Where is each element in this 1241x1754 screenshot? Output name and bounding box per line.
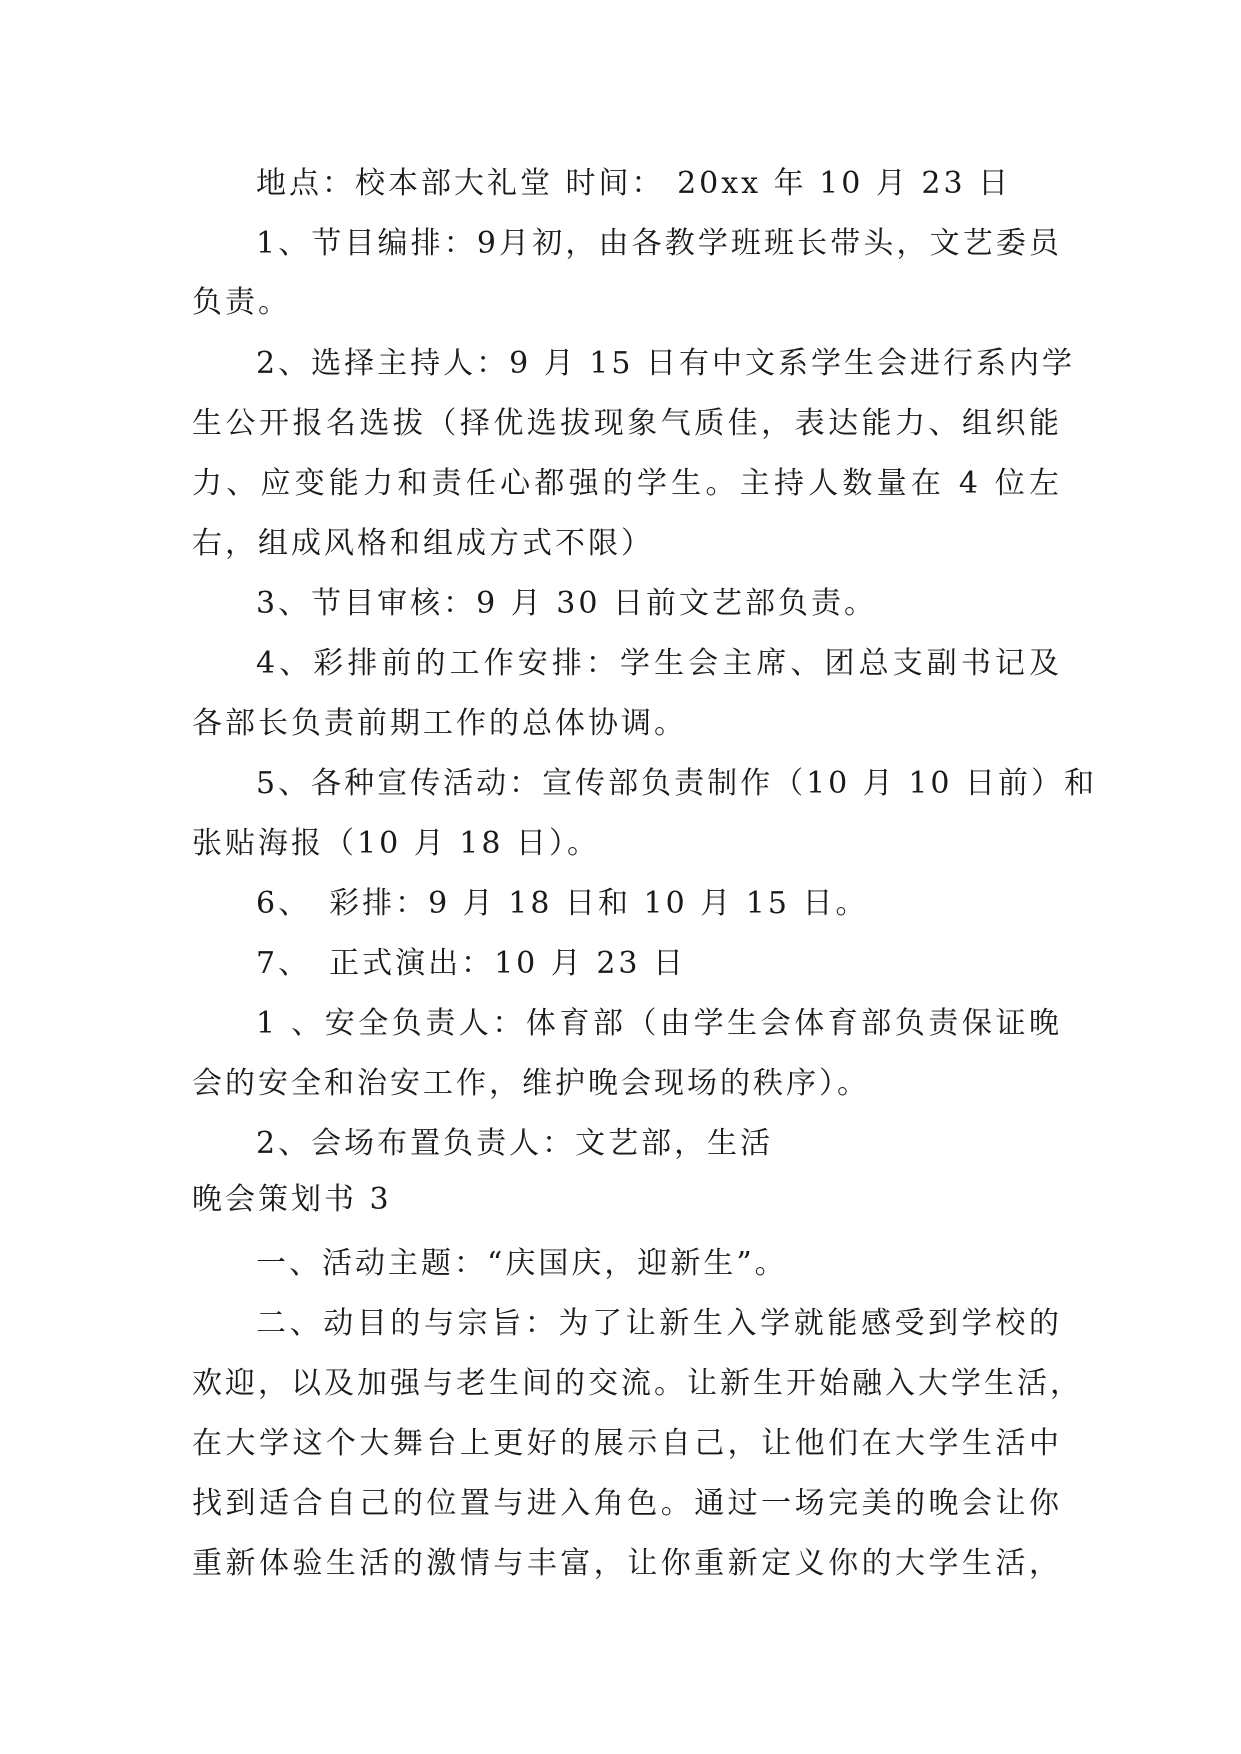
item-2-continuation-3: 右，组成风格和组成方式不限） [192, 526, 654, 561]
item-5-continuation: 张贴海报（10 月 18 日）。 [192, 826, 600, 861]
item-2-continuation-1: 生公开报名选拔（择优选拔现象气质佳，表达能力、组织能 [192, 406, 1062, 441]
item-6-rehearsal: 6、 彩排：9 月 18 日和 10 月 15 日。 [256, 886, 869, 921]
safety-continuation: 会的安全和治安工作，维护晚会现场的秩序）。 [192, 1066, 870, 1101]
purpose-paragraph-line-5: 重新体验生活的激情与丰富，让你重新定义你的大学生活， [192, 1546, 1062, 1581]
activity-theme: 一、活动主题：“庆国庆，迎新生”。 [256, 1246, 788, 1281]
section-heading: 晚会策划书 3 [192, 1182, 392, 1217]
item-1-continuation: 负责。 [192, 285, 291, 320]
item-2-continuation-2: 力、应变能力和责任心都强的学生。主持人数量在 4 位左 [192, 466, 1062, 501]
item-4-continuation: 各部长负责前期工作的总体协调。 [192, 706, 687, 741]
item-3-program-review: 3、节目审核：9 月 30 日前文艺部负责。 [256, 586, 877, 621]
item-7-performance: 7、 正式演出：10 月 23 日 [256, 946, 687, 981]
venue-setup-responsible: 2、会场布置负责人：文艺部，生活 [256, 1126, 774, 1161]
purpose-paragraph-line-1: 二、动目的与宗旨：为了让新生入学就能感受到学校的 [256, 1306, 1062, 1341]
item-4-pre-rehearsal: 4、彩排前的工作安排：学生会主席、团总支副书记及 [256, 646, 1062, 681]
purpose-paragraph-line-2: 欢迎，以及加强与老生间的交流。让新生开始融入大学生活， [192, 1366, 1083, 1401]
item-5-publicity: 5、各种宣传活动：宣传部负责制作（10 月 10 日前）和 [256, 766, 1098, 801]
venue-time-line: 地点：校本部大礼堂 时间： 20xx 年 10 月 23 日 [256, 166, 1012, 201]
purpose-paragraph-line-3: 在大学这个大舞台上更好的展示自己，让他们在大学生活中 [192, 1426, 1062, 1461]
safety-responsible: 1 、安全负责人：体育部（由学生会体育部负责保证晚 [256, 1006, 1062, 1041]
item-2-host-selection: 2、选择主持人：9 月 15 日有中文系学生会进行系内学 [256, 346, 1075, 381]
item-1-program-arrangement: 1、节目编排：9月初，由各教学班班长带头，文艺委员 [256, 226, 1062, 261]
purpose-paragraph-line-4: 找到适合自己的位置与进入角色。通过一场完美的晚会让你 [192, 1486, 1062, 1521]
